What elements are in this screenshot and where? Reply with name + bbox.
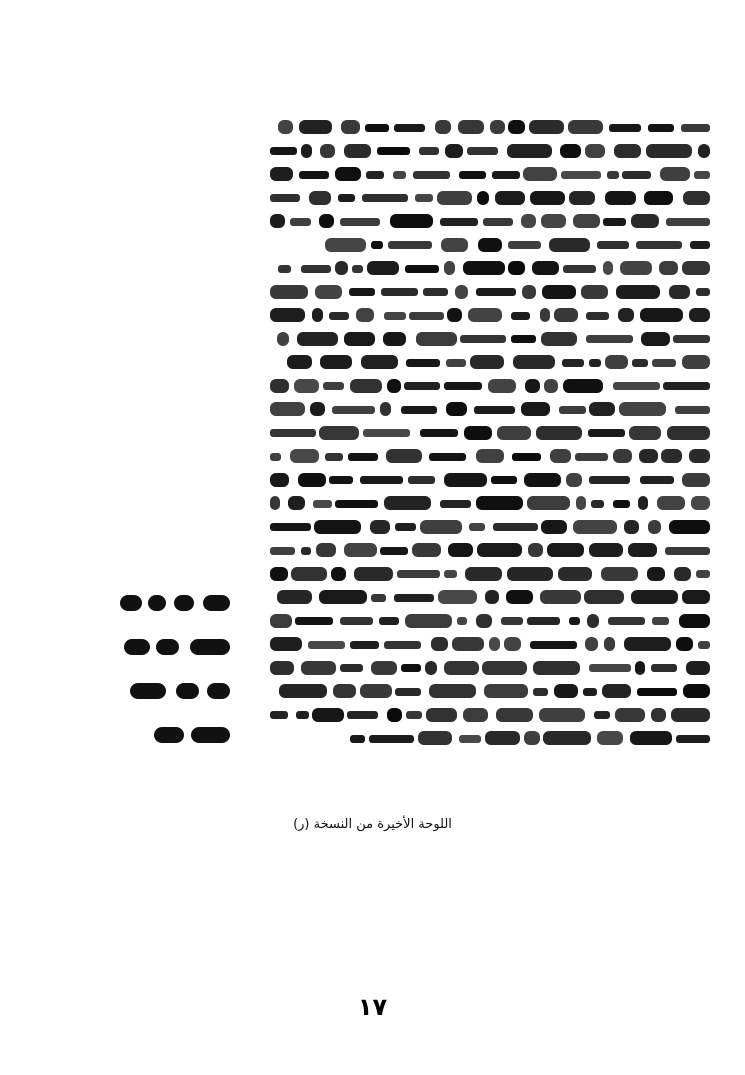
manuscript-line bbox=[270, 191, 710, 205]
manuscript-line bbox=[270, 520, 710, 534]
manuscript-line bbox=[270, 708, 710, 722]
manuscript-line bbox=[270, 379, 710, 393]
margin-note-image bbox=[110, 595, 230, 795]
manuscript-line bbox=[270, 614, 710, 628]
manuscript-line bbox=[270, 355, 710, 369]
manuscript-line bbox=[270, 402, 710, 416]
manuscript-line bbox=[270, 473, 710, 487]
manuscript-line bbox=[270, 426, 710, 440]
manuscript-line bbox=[270, 661, 710, 675]
manuscript-line bbox=[270, 684, 710, 698]
manuscript-line bbox=[270, 637, 710, 651]
manuscript-image bbox=[255, 120, 710, 760]
manuscript-line bbox=[270, 543, 710, 557]
margin-note-line bbox=[150, 727, 230, 743]
manuscript-line bbox=[270, 496, 710, 510]
manuscript-line bbox=[270, 144, 710, 158]
figure-caption: اللوحة الأخيرة من النسخة (ر) bbox=[293, 817, 452, 832]
manuscript-line bbox=[270, 285, 710, 299]
page-number: ١٧ bbox=[357, 993, 388, 1021]
manuscript-line bbox=[270, 214, 710, 228]
margin-note-line bbox=[115, 639, 230, 655]
manuscript-line bbox=[270, 332, 710, 346]
manuscript-line bbox=[270, 120, 710, 134]
manuscript-line bbox=[310, 238, 710, 252]
margin-note-line bbox=[122, 683, 230, 699]
manuscript-line bbox=[350, 731, 710, 745]
manuscript-line bbox=[270, 308, 710, 322]
manuscript-line bbox=[270, 261, 710, 275]
manuscript-line bbox=[270, 167, 710, 181]
manuscript-line bbox=[270, 567, 710, 581]
margin-note-line bbox=[120, 595, 230, 611]
manuscript-line bbox=[270, 590, 710, 604]
manuscript-line bbox=[270, 449, 710, 463]
